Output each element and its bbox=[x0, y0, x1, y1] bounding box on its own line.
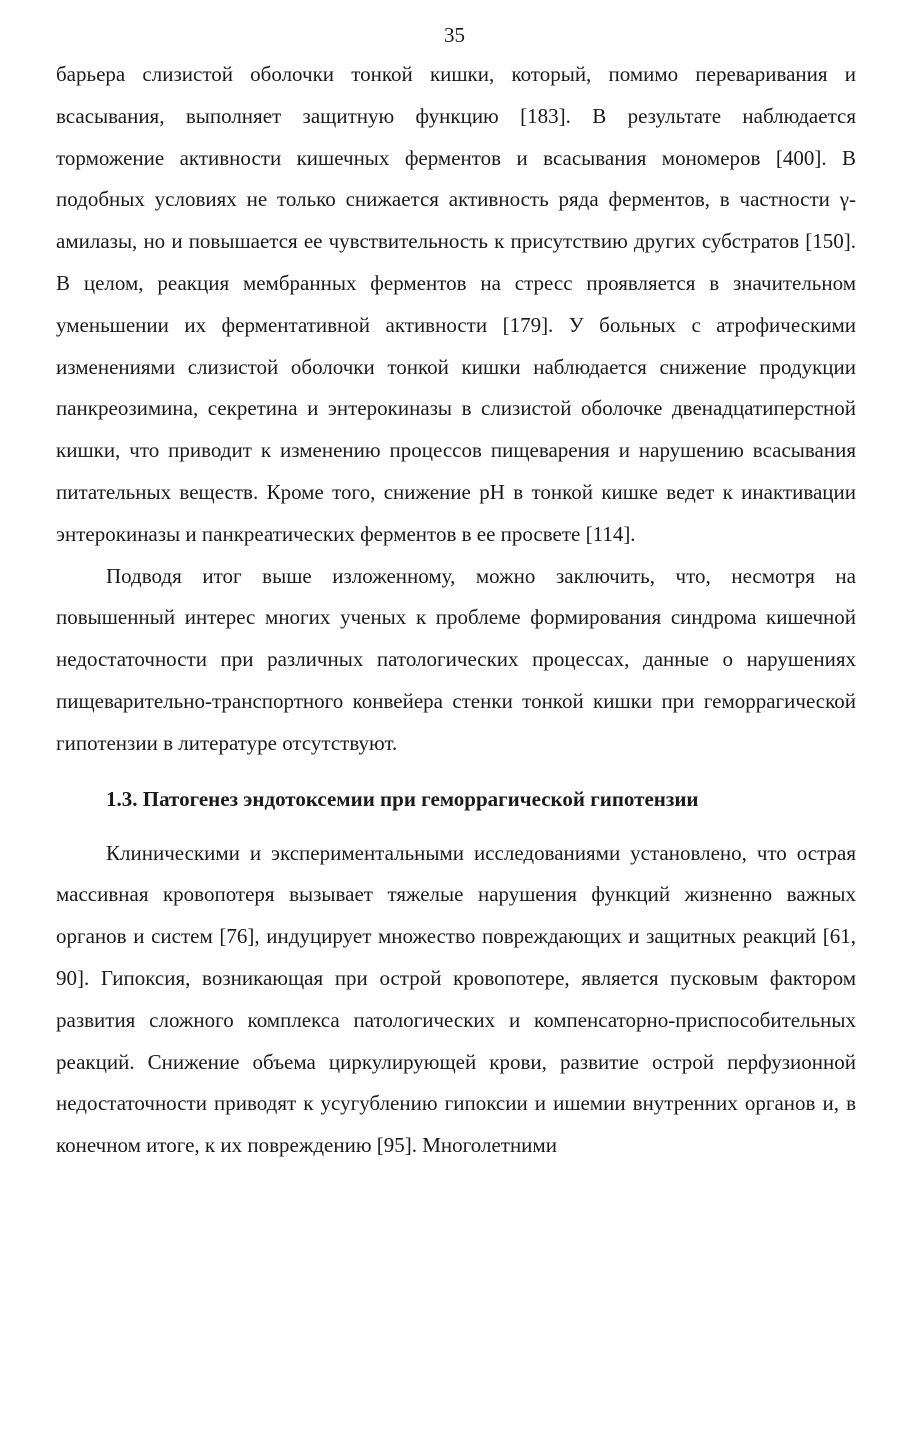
paragraph-summary: Подводя итог выше изложенному, можно заключить, что, несмотря на повышенный интерес многих ученых к проблеме формирования синдрома кишечной недостаточности при различных патологических процессах, данные о нарушениях пищеварительно-транспортного конвейера стенки тонкой кишки при геморрагической гипотензии в литературе отсутствуют. bbox=[56, 563, 856, 755]
page-number: 35 bbox=[444, 23, 465, 47]
section-paragraph: Клиническими и экспериментальными исследованиями установлено, что острая массивная кровопотеря вызывает тяжелые нарушения функций жизненно важных органов и систем [76], индуцирует множество повреждающих и защитных реакций [61, 90]. Гипоксия, возникающая при острой кровопотере, является пусковым фактором развития сложного комплекса патологических и компенсаторно-приспособительных реакций. Снижение объема циркулирующей крови, развитие острой перфузионной недостаточности приводят к усугублению гипоксии и ишемии внутренних органов и, в конечном итоге, к их повреждению [95]. Многолетними bbox=[56, 840, 856, 1158]
paragraph-continuation: барьера слизистой оболочки тонкой кишки, который, помимо переваривания и всасывания, выполняет защитную функцию [183]. В результате наблюдается торможение активности кишечных ферментов и всасывания мономеров [400]. В подобных условиях не только снижается активность ряда ферментов, в частности γ-амилазы, но и повышается ее чувствительность к присутствию других субстратов [150]. В целом, реакция мембранных ферментов на стресс проявляется в значительном уменьшении их ферментативной активности [179]. У больных с атрофическими изменениями слизистой оболочки тонкой кишки наблюдается снижение продукции панкреозимина, секретина и энтерокиназы в слизистой оболочке двенадцатиперстной кишки, что приводит к изменению процессов пищеварения и нарушению всасывания питательных веществ. Кроме того, снижение pH в тонкой кишке ведет к инактивации энтерокиназы и панкреатических ферментов в ее просвете [114]. bbox=[56, 62, 856, 546]
section-heading: 1.3. Патогенез эндотоксемии при геморрагической гипотензии bbox=[106, 786, 699, 811]
page-body bbox=[56, 54, 856, 1167]
